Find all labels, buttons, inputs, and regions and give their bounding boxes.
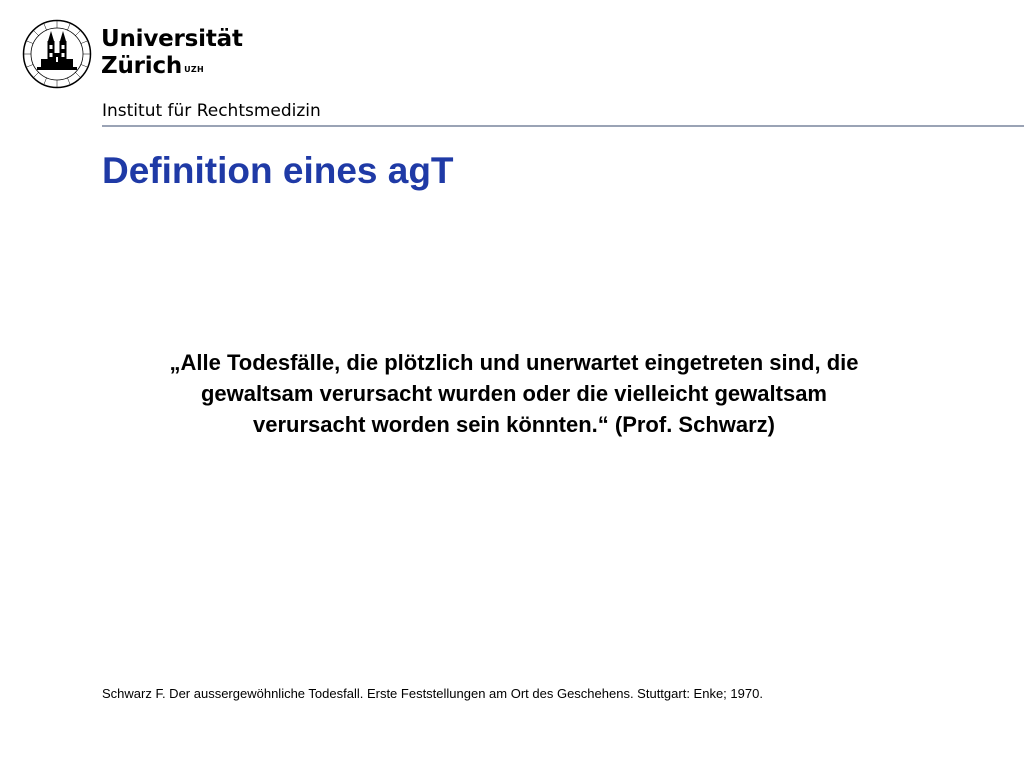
quote-line: gewaltsam verursacht wurden oder die vielleicht gewaltsam — [200, 381, 827, 406]
university-name-line1: Universität — [101, 26, 243, 52]
quote-line: verursacht worden sein könnten.“ (Prof. Schwarz) — [253, 412, 775, 437]
slide-title: Definition eines agT — [102, 150, 454, 191]
quote-line: „Alle Todesfälle, die plötzlich und unerwartet eingetreten sind, die — [169, 350, 859, 375]
university-seal-icon — [22, 19, 92, 89]
university-name-line2 — [101, 53, 243, 80]
institute-name: Institut für Rechtsmedizin — [102, 101, 321, 121]
source-reference: Schwarz F. Der aussergewöhnliche Todesfall. Erste Feststellungen am Ort des Geschehens. Stuttgart: Enke; 1970. — [102, 686, 763, 701]
header-divider — [102, 125, 1024, 127]
university-mark: UZH — [184, 65, 204, 74]
university-wordmark — [101, 26, 243, 80]
definition-quote — [102, 347, 926, 440]
university-city: Zürich — [101, 53, 183, 79]
